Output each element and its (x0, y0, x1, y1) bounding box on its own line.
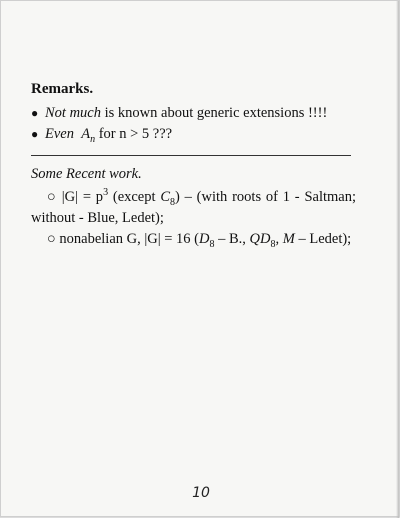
page-edge-shadow (396, 1, 399, 518)
group-symbol: D (199, 231, 210, 247)
group-symbol: M (282, 231, 295, 247)
recent-item-1 (31, 187, 356, 229)
group-subscript: 8 (170, 196, 175, 208)
remark-text-2 (45, 124, 172, 145)
remark-text-1 (45, 103, 327, 124)
remark-emphasis: Not much (45, 105, 101, 121)
group-symbol: C (160, 189, 170, 205)
page-number: 10 (192, 485, 210, 501)
circle-bullet-icon: ○ (47, 231, 56, 247)
except-open: (except (108, 189, 161, 205)
remark-bullet-1 (31, 103, 356, 124)
remark-rest: is known about generic extensions !!!! (100, 105, 328, 121)
math-symbol: A (81, 126, 91, 142)
recent-work-heading: Some Recent work. (31, 166, 142, 182)
item-tail: – Ledet); (294, 231, 352, 247)
slide-content (31, 79, 356, 250)
math-subscript: n (90, 133, 96, 145)
remark-rest: for n > 5 ??? (95, 126, 173, 142)
item-mid: – B., (214, 231, 250, 247)
item-comma: , (275, 231, 283, 247)
section-divider (31, 155, 351, 156)
item-lead: nonabelian G, |G| = 16 ( (55, 231, 200, 247)
group-subscript: 8 (209, 238, 215, 250)
recent-item-2 (31, 229, 356, 250)
order-exponent: 3 (103, 187, 109, 199)
remark-emphasis: Even (45, 126, 74, 142)
remarks-heading: Remarks. (31, 81, 94, 97)
bullet-dot-icon: ● (31, 127, 39, 141)
circle-bullet-icon: ○ (47, 189, 57, 205)
group-symbol: QD (249, 231, 271, 247)
item-rest: ) – (with roots of 1 - Saltman; without - Blue, Ledet); (31, 189, 356, 226)
remark-bullet-2 (31, 124, 356, 145)
group-subscript: 8 (270, 238, 276, 250)
bullet-dot-icon: ● (31, 106, 39, 120)
order-formula: |G| = p (61, 189, 104, 205)
